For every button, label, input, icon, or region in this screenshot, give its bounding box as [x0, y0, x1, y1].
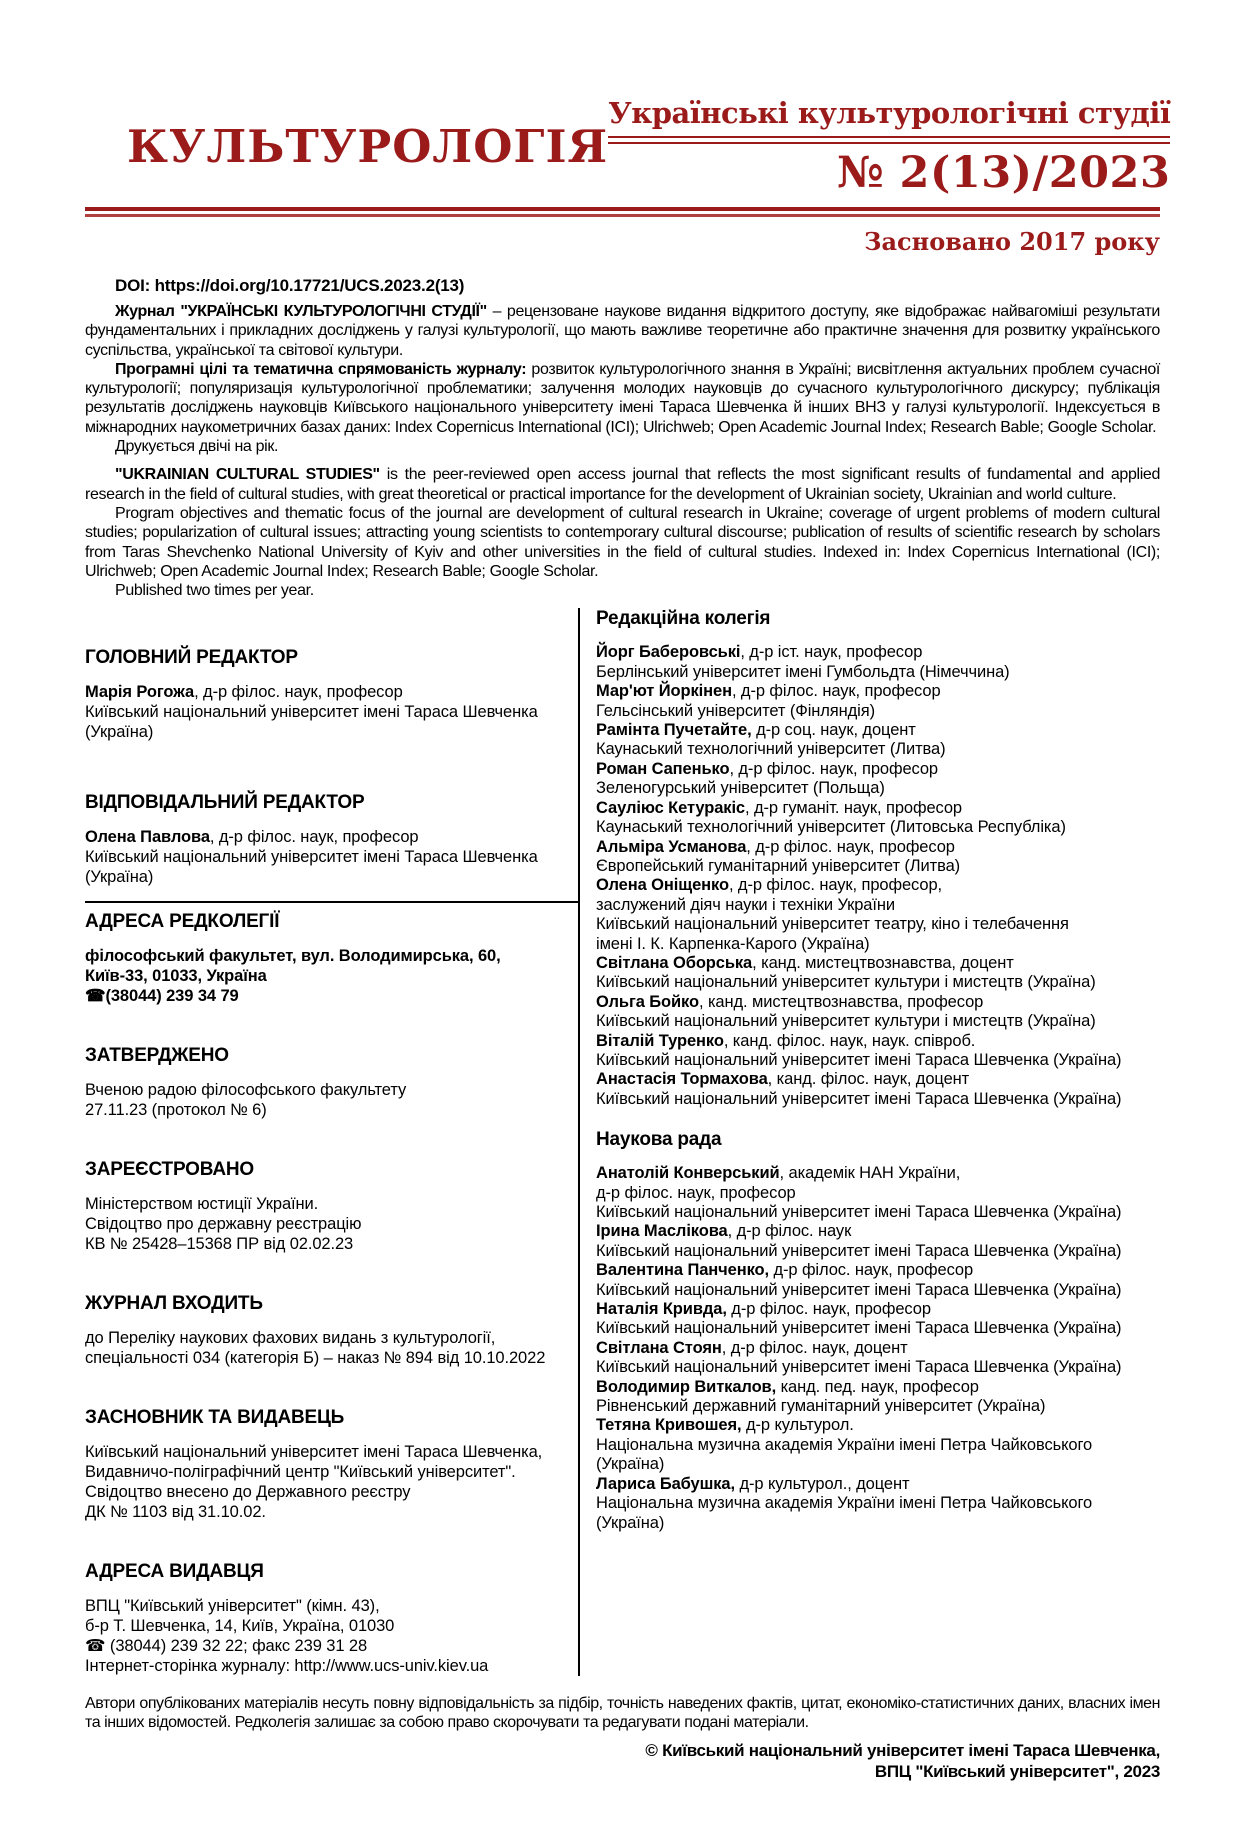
board-member	[596, 1070, 1161, 1109]
section-lines	[85, 1080, 578, 1120]
member-name-line	[596, 1339, 1161, 1358]
member-name-line	[596, 1261, 1161, 1280]
section-heading: ВІДПОВІДАЛЬНИЙ РЕДАКТОР	[85, 792, 365, 814]
member-name: Наталія Кривда,	[596, 1300, 727, 1319]
member-name-line	[596, 876, 1161, 895]
text-line: (Україна)	[596, 1455, 665, 1474]
board-member	[596, 799, 1161, 838]
text-line: імені І. К. Карпенка-Карого (Україна)	[596, 934, 870, 953]
text-line: Каунаський технологічний університет (Литва)	[596, 740, 946, 759]
text-line: до Переліку наукових фахових видань з культурології,	[85, 1329, 496, 1348]
member-name: Валентина Панченко,	[596, 1261, 769, 1280]
member-name: Анастасія Тормахова	[596, 1070, 768, 1089]
text-line: Вченою радою філософського факультету	[85, 1081, 407, 1100]
intro-section	[85, 302, 1160, 600]
text-line: спеціальності 034 (категорія Б) – наказ № 894 від 10.10.2022	[85, 1349, 546, 1368]
text-line: (Україна)	[85, 723, 154, 742]
left-column-block	[85, 1407, 578, 1522]
section-lines	[85, 1596, 578, 1676]
text-line: Інтернет-сторінка журналу: http://www.ucs-univ.kiev.ua	[85, 1657, 489, 1676]
left-column-block	[85, 1159, 578, 1254]
text-line: Київський національний університет імені Тараса Шевченка (Україна)	[596, 1358, 1122, 1377]
left-column-block	[85, 1293, 578, 1368]
left-column-block	[85, 1561, 578, 1676]
journal-title: Українські культурологічні студії	[608, 96, 1171, 130]
section-lines	[85, 946, 578, 1006]
member-name: Альміра Усманова	[596, 837, 747, 856]
member-affiliation	[596, 1090, 1161, 1109]
member-degree: , д-р філос. наук, професор	[729, 759, 939, 778]
council-member	[596, 1222, 1161, 1261]
member-affiliation	[596, 1397, 1161, 1416]
text-line: Київський національний університет імені Тараса Шевченка	[85, 703, 538, 722]
member-affiliation	[596, 1012, 1161, 1031]
founded-year: Засновано 2017 року	[864, 227, 1160, 256]
council-member	[596, 1300, 1161, 1339]
text-line: Київський національний університет імені Тараса Шевченка (Україна)	[596, 1089, 1122, 1108]
paragraph-lead: "UKRAINIAN CULTURAL STUDIES"	[115, 466, 380, 484]
member-name: Йорг Баберовські	[596, 643, 741, 662]
intro-paragraph	[85, 360, 1160, 437]
text-line: Київський національний університет театру, кіно і телебачення	[596, 915, 1069, 934]
section-heading: АДРЕСА ВИДАВЦЯ	[85, 1561, 264, 1583]
section-heading: ЗАТВЕРДЖЕНО	[85, 1045, 229, 1067]
editorial-board-list	[596, 643, 1161, 1109]
member-name: Сауліюс Кетуракіс	[596, 798, 746, 817]
text-line: заслужений діяч науки і техніки України	[596, 895, 895, 914]
text-line: Київський національний університет культури і мистецтв (Україна)	[596, 973, 1096, 992]
text-line: Київ-33, 01033, Україна	[85, 967, 267, 986]
text-line: Київський національний університет імені Тараса Шевченка (Україна)	[596, 1203, 1122, 1222]
text-line: ☎(38044) 239 34 79	[85, 987, 239, 1006]
section-heading: ЖУРНАЛ ВХОДИТЬ	[85, 1293, 263, 1315]
member-affiliation	[596, 740, 1161, 759]
council-member	[596, 1475, 1161, 1533]
member-name-line	[596, 993, 1161, 1012]
intro-paragraph	[85, 504, 1160, 581]
member-degree: , канд. філос. наук, наук. співроб.	[723, 1031, 976, 1050]
text-line: Свідоцтво про державну реєстрацію	[85, 1215, 362, 1234]
member-affiliation	[596, 1242, 1161, 1261]
member-degree: д-р філос. наук, професор	[768, 1261, 974, 1280]
text-line: Київський національний університет культури і мистецтв (Україна)	[596, 1012, 1096, 1031]
copyright-notice	[85, 1740, 1160, 1782]
paragraph-text: Друкується двічі на рік.	[115, 438, 279, 456]
section-lines	[85, 827, 578, 887]
member-name: Мар'ют Йоркінен	[596, 682, 732, 701]
editorial-board-heading: Редакційна колегія	[596, 608, 771, 630]
council-member	[596, 1416, 1161, 1474]
issue-number: № 2(13)/2023	[836, 148, 1171, 198]
paragraph-lead: Програмні цілі та тематична спрямованість журналу:	[115, 360, 527, 378]
section-lines	[85, 1194, 578, 1254]
section-lines	[85, 1442, 578, 1522]
member-affiliation	[596, 1319, 1161, 1338]
intro-paragraph	[85, 465, 1160, 504]
section-heading: ГОЛОВНИЙ РЕДАКТОР	[85, 647, 298, 669]
member-name: Рамінта Пучетайте,	[596, 721, 752, 740]
board-member	[596, 993, 1161, 1032]
member-affiliation	[596, 1281, 1161, 1300]
board-member	[596, 643, 1161, 682]
member-name-line	[596, 1378, 1161, 1397]
member-name: Анатолій Конверський	[596, 1164, 780, 1183]
board-member	[596, 682, 1161, 721]
paragraph-text: Program objectives and thematic focus of the journal are development of cultural research in Ukraine; coverage of urgent problems of modern cultural studies; popularization of cultural issues; attracting young scientists to contemporary cultural discourse; publication of results of scientific research by scholars from Taras Shevchenko National University of Kyiv and other universities in the field of cultural studies. Indexed in: Index Copernicus International (ICI); Ulrichweb; Open Academic Journal Index; Research Bable; Google Scholar.	[85, 504, 1160, 580]
member-affiliation	[596, 702, 1161, 721]
text-line: д-р філос. наук, професор	[596, 1183, 796, 1202]
member-name-line	[596, 643, 1161, 662]
member-degree: д-р філос. наук, професор	[726, 1300, 931, 1319]
text-line: (Україна)	[85, 868, 154, 887]
board-member	[596, 954, 1161, 993]
page-footer	[85, 1694, 1160, 1782]
member-name: Ірина Маслікова	[596, 1222, 728, 1241]
right-column	[578, 608, 1161, 1676]
member-name: Ольга Бойко	[596, 992, 699, 1011]
board-member	[596, 760, 1161, 799]
paragraph-text: розвиток культурологічного знання в Україні; висвітлення актуальних проблем сучасної культурології; популяризація культурологічної проблематики; залучення молодих науковців до сучасного культурологічного дискурсу; публікація результатів досліджень науковців Київського національного університету імені Тараса Шевченка й інших ВНЗ у галузі культурології. Індексується в міжнародних наукометричних базах даних: Index Copernicus International (ICI); Ulrichweb; Open Academic Journal Index; Research Bable; Google Scholar.	[85, 360, 1160, 436]
text-line: Свідоцтво внесено до Державного реєстру	[85, 1483, 411, 1502]
member-degree: , д-р філос. наук, професор	[731, 682, 941, 701]
journal-title-block	[608, 96, 1170, 198]
left-column	[85, 608, 578, 1676]
left-column-block	[85, 901, 578, 1006]
text-line: Київський національний університет імені Тараса Шевченка (Україна)	[596, 1280, 1122, 1299]
text-line: 27.11.23 (протокол № 6)	[85, 1101, 267, 1120]
text-line: Національна музична академія України імені Петра Чайковського	[596, 1494, 1093, 1513]
left-column-block	[85, 647, 578, 742]
member-name: Володимир Виткалов,	[596, 1377, 777, 1396]
text-line: КВ № 25428–15368 ПР від 02.02.23	[85, 1235, 354, 1254]
text-line: (Україна)	[596, 1513, 665, 1532]
double-rule-small	[608, 136, 1170, 144]
section-heading: ЗАРЕЄСТРОВАНО	[85, 1159, 254, 1181]
board-member	[596, 1032, 1161, 1071]
text-line: Київський національний університет імені Тараса Шевченка (Україна)	[596, 1241, 1122, 1260]
text-line: Зеленогурський університет (Польща)	[596, 779, 885, 798]
member-name-line	[596, 838, 1161, 857]
council-member	[596, 1339, 1161, 1378]
member-degree: , д-р гуманіт. наук, професор	[745, 798, 963, 817]
member-degree: , д-р філос. наук, професор,	[728, 876, 943, 895]
member-degree: , д-р іст. наук, професор	[740, 643, 923, 662]
text-line: ДК № 1103 від 31.10.02.	[85, 1503, 266, 1522]
intro-paragraph	[85, 581, 1160, 600]
text-line: Гельсінський університет (Фінляндія)	[596, 701, 875, 720]
text-line: філософський факультет, вул. Володимирська, 60,	[85, 947, 501, 966]
doi-line: DOI: https://doi.org/10.17721/UCS.2023.2(13)	[115, 276, 465, 295]
member-degree: , канд. мистецтвознавства, доцент	[752, 953, 1014, 972]
section-heading: ЗАСНОВНИК ТА ВИДАВЕЦЬ	[85, 1407, 345, 1429]
member-name: Світлана Оборська	[596, 953, 753, 972]
member-degree: , академік НАН України,	[779, 1164, 961, 1183]
text-line: Рівненський державний гуманітарний університет (Україна)	[596, 1397, 1046, 1416]
text-line: ☎ (38044) 239 32 22; факс 239 31 28	[85, 1637, 368, 1656]
text-line: Київський національний університет імені Тараса Шевченка	[85, 848, 538, 867]
discipline-title: КУЛЬТУРОЛОГІЯ	[127, 120, 609, 173]
text-line: Берлінський університет імені Гумбольдта (Німеччина)	[596, 662, 1010, 681]
footer-disclaimer: Автори опублікованих матеріалів несуть повну відповідальність за підбір, точність наведених фактів, цитат, економіко-статистичних даних, власних імен та інших відомостей. Редколегія залишає за собою право скорочувати та редагувати подані матеріали.	[85, 1695, 1160, 1732]
text-line: Марія Рогожа, д-р філос. наук, професор	[85, 683, 403, 702]
page-header	[85, 96, 1171, 198]
member-affiliation	[596, 1184, 1161, 1223]
board-member	[596, 721, 1161, 760]
member-name: Роман Сапенько	[596, 759, 730, 778]
member-degree: , канд. філос. наук, доцент	[767, 1070, 970, 1089]
member-name-line	[596, 1222, 1161, 1241]
text-line: б-р Т. Шевченка, 14, Київ, Україна, 01030	[85, 1617, 395, 1636]
member-degree: , д-р філос. наук, професор	[746, 837, 955, 856]
paragraph-lead: Журнал "УКРАЇНСЬКІ КУЛЬТУРОЛОГІЧНІ СТУДІЇ"	[115, 303, 487, 320]
member-degree: д-р культурол.	[741, 1416, 854, 1435]
section-lines	[85, 1328, 578, 1368]
paragraph-text: Published two times per year.	[115, 582, 314, 600]
member-name: Світлана Стоян	[596, 1338, 722, 1357]
section-lines	[85, 682, 578, 742]
board-member	[596, 838, 1161, 877]
copyright-line-2: ВПЦ "Київський університет", 2023	[874, 1762, 1160, 1782]
masthead-columns	[85, 608, 1160, 1676]
section-heading: АДРЕСА РЕДКОЛЕГІЇ	[85, 911, 280, 933]
member-degree: , д-р філос. наук	[727, 1222, 852, 1241]
member-name: Віталій Туренко	[596, 1031, 724, 1050]
text-line: Європейський гуманітарний університет (Литва)	[596, 856, 961, 875]
text-line: Олена Павлова, д-р філос. наук, професор	[85, 828, 419, 847]
member-degree: , д-р філос. наук, доцент	[721, 1338, 908, 1357]
member-affiliation	[596, 896, 1161, 954]
member-degree: д-р соц. наук, доцент	[751, 721, 916, 740]
text-line: ВПЦ "Київський університет" (кімн. 43),	[85, 1597, 380, 1616]
member-name-line	[596, 1070, 1161, 1089]
text-line: Національна музична академія України імені Петра Чайковського	[596, 1435, 1093, 1454]
member-name-line	[596, 1164, 1161, 1183]
member-name-line	[596, 1475, 1161, 1494]
council-member	[596, 1261, 1161, 1300]
text-line: Київський національний університет імені Тараса Шевченка (Україна)	[596, 1050, 1122, 1069]
member-name-line	[596, 721, 1161, 740]
double-rule-full	[85, 207, 1160, 217]
member-name-line	[596, 799, 1161, 818]
intro-paragraph	[85, 437, 1160, 456]
text-line: Каунаський технологічний університет (Литовська Республіка)	[596, 818, 1066, 837]
science-council-list	[596, 1164, 1161, 1533]
horizontal-divider	[85, 901, 578, 903]
member-affiliation	[596, 1358, 1161, 1377]
text-line: Видавничо-поліграфічний центр "Київський університет".	[85, 1463, 516, 1482]
paragraph-text: is the peer-reviewed open access journal that reflects the most significant results of fundamental and applied research in the field of cultural studies, with great theoretical or practical importance for the development of Ukrainian society, Ukrainian and world culture.	[85, 466, 1161, 503]
science-council-heading: Наукова рада	[596, 1129, 722, 1151]
member-degree: , канд. мистецтвознавства, професор	[698, 992, 984, 1011]
copyright-line-1: © Київський національний університет імені Тараса Шевченка,	[645, 1741, 1160, 1761]
member-name: Лариса Бабушка,	[596, 1474, 735, 1493]
member-name-line	[596, 954, 1161, 973]
member-name-line	[596, 760, 1161, 779]
member-degree: канд. пед. наук, професор	[776, 1377, 979, 1396]
member-name: Тетяна Кривошея,	[596, 1416, 742, 1435]
member-name-line	[596, 1416, 1161, 1435]
left-column-block	[85, 1045, 578, 1120]
member-affiliation	[596, 779, 1161, 798]
text-line: Київський національний університет імені Тараса Шевченка,	[85, 1443, 543, 1462]
left-column-block	[85, 792, 578, 887]
council-member	[596, 1378, 1161, 1417]
member-affiliation	[596, 857, 1161, 876]
member-name-line	[596, 1300, 1161, 1319]
member-degree: д-р культурол., доцент	[734, 1474, 910, 1493]
member-name-line	[596, 682, 1161, 701]
council-member	[596, 1164, 1161, 1222]
member-affiliation	[596, 818, 1161, 837]
paragraph-text: – рецензоване наукове видання відкритого доступу, яке відображає найвагоміші результати фундаментальних і прикладних досліджень у галузі культурології, що мають важливе теоретичне або практичне значення для розвитку українського суспільства, української та світової культури.	[85, 303, 1161, 359]
text-line: Київський національний університет імені Тараса Шевченка (Україна)	[596, 1319, 1122, 1338]
text-line: Міністерством юстиції України.	[85, 1195, 319, 1214]
board-member	[596, 876, 1161, 954]
member-affiliation	[596, 663, 1161, 682]
member-affiliation	[596, 1494, 1161, 1533]
member-affiliation	[596, 973, 1161, 992]
member-name-line	[596, 1032, 1161, 1051]
member-affiliation	[596, 1051, 1161, 1070]
member-name: Олена Оніщенко	[596, 876, 729, 895]
intro-paragraph	[85, 302, 1160, 360]
member-affiliation	[596, 1436, 1161, 1475]
